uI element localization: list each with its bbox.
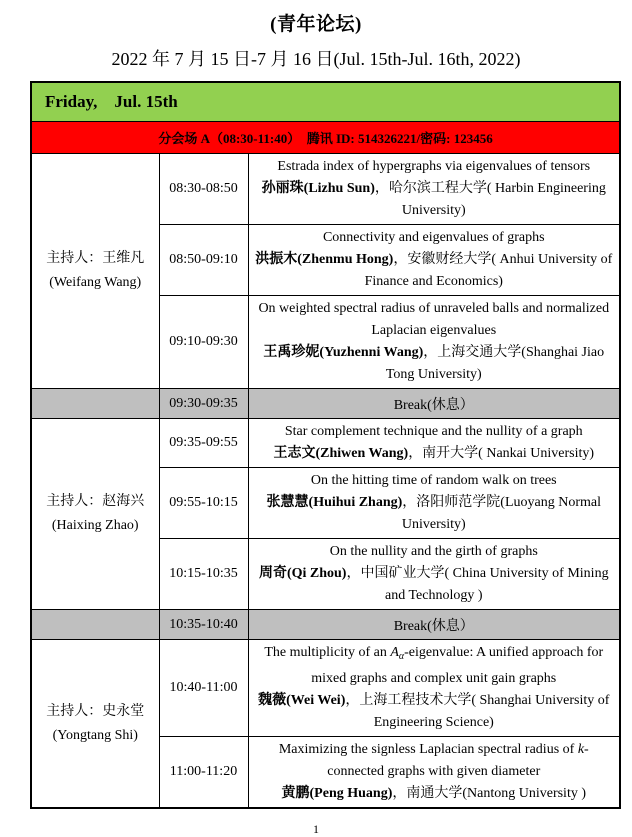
title-segment: Estrada index of hypergraphs via eigenvalues of tensors (277, 159, 591, 174)
chair-name-cn: 主持人：王维凡 (46, 251, 145, 266)
talk-time-cell: 10:40-11:00 (159, 640, 248, 737)
talk-time-cell: 08:30-08:50 (159, 154, 248, 225)
talk-title (255, 470, 614, 492)
chair-name-en: (Yongtang Shi) (52, 727, 138, 743)
speaker-affiliation: ，安徽财经大学( Anhui University of Finance and Economics) (364, 252, 613, 289)
doc-title: (青年论坛) (270, 14, 362, 35)
talk-content-cell (248, 419, 620, 468)
speaker-line (255, 342, 614, 386)
speaker-line (255, 563, 614, 607)
speaker-affiliation: ，南通大学(Nantong University ) (392, 786, 587, 801)
talk-content-cell (248, 640, 620, 737)
speaker-line (255, 178, 614, 222)
talk-title (255, 156, 614, 178)
talk-time-cell: 08:50-09:10 (159, 225, 248, 296)
title-segment: On weighted spectral radius of unraveled balls and normalized Laplacian eigenvalues (258, 301, 610, 338)
chair-name-cn: 主持人：赵海兴 (46, 494, 145, 509)
break-time-cell: 09:30-09:35 (159, 389, 248, 419)
chair-name-cn: 主持人：史永堂 (46, 703, 145, 719)
speaker-name: 孙丽珠(Lizhu Sun) (261, 181, 375, 196)
talk-row (31, 154, 620, 225)
day-header-row (31, 82, 620, 122)
chair-cell (31, 640, 159, 809)
day-header: Friday, Jul. 15th (31, 82, 620, 122)
break-label-cell: Break(休息） (248, 389, 620, 419)
speaker-name: 王禹珍妮(Yuzhenni Wang) (263, 345, 424, 360)
title-segment: A (390, 645, 399, 660)
speaker-affiliation: ，哈尔滨工程大学( Harbin Engineering University) (374, 181, 606, 218)
chair-name-en: (Weifang Wang) (49, 275, 142, 290)
talk-content-cell (248, 296, 620, 389)
break-time-cell: 10:35-10:40 (159, 610, 248, 640)
break-empty-cell (31, 389, 159, 419)
speaker-line (255, 690, 614, 734)
speaker-affiliation: ，上海交通大学(Shanghai Jiao Tong University) (385, 345, 605, 382)
talk-time-cell: 09:10-09:30 (159, 296, 248, 389)
chair-cell (31, 419, 159, 610)
speaker-affiliation: ，中国矿业大学( China University of Mining and Technology ) (346, 566, 609, 603)
talk-title (255, 227, 614, 249)
session-header-row (31, 122, 620, 154)
talk-content-cell (248, 154, 620, 225)
talk-row (31, 419, 620, 468)
title-segment: k (577, 742, 585, 757)
talk-content-cell (248, 539, 620, 610)
title-segment: -eigenvalue: A unified approach for mixed graphs and complex unit gain graphs (311, 645, 604, 686)
talk-time-cell: 09:35-09:55 (159, 419, 248, 468)
speaker-line (255, 492, 614, 536)
speaker-name: 张慧慧(Huihui Zhang) (266, 495, 403, 510)
speaker-affiliation: ，南开大学( Nankai University) (408, 446, 595, 461)
doc-date: 2022 年 7 月 15 日-7 月 16 日(Jul. 15th-Jul. 16th, 2022) (111, 49, 521, 69)
talk-title (255, 739, 614, 783)
break-empty-cell (31, 610, 159, 640)
talk-time-cell: 11:00-11:20 (159, 737, 248, 809)
speaker-name: 魏薇(Wei Wei) (258, 693, 346, 708)
talk-title (255, 541, 614, 563)
break-label-cell: Break(休息） (248, 610, 620, 640)
title-segment: α (398, 651, 405, 662)
speaker-line (255, 249, 614, 293)
talk-content-cell (248, 225, 620, 296)
talk-row (31, 640, 620, 737)
talk-title (255, 642, 614, 690)
title-segment: Star complement technique and the nullity of a graph (284, 424, 583, 439)
speaker-affiliation: ，洛阳师范学院(Luoyang Normal University) (401, 495, 601, 532)
title-segment: On the nullity and the girth of graphs (329, 544, 538, 559)
talk-content-cell (248, 737, 620, 809)
title-segment: Maximizing the signless Laplacian spectral radius of (278, 742, 578, 757)
title-segment: Connectivity and eigenvalues of graphs (322, 230, 545, 245)
schedule-table (30, 81, 621, 809)
title-segment: The multiplicity of an (264, 645, 391, 660)
page-number: 1 (313, 822, 319, 836)
speaker-name: 王志文(Zhiwen Wang) (273, 446, 409, 461)
talk-content-cell (248, 468, 620, 539)
talk-title (255, 298, 614, 342)
title-segment: -connected graphs with given diameter (327, 742, 589, 779)
break-row (31, 389, 620, 419)
talk-time-cell: 10:15-10:35 (159, 539, 248, 610)
title-segment: On the hitting time of random walk on trees (310, 473, 557, 488)
chair-cell (31, 154, 159, 389)
chair-name-en: (Haixing Zhao) (51, 518, 139, 533)
session-header: 分会场 A（08:30-11:40） 腾讯 ID: 514326221/密码: 123456 (31, 122, 620, 154)
talk-title (255, 421, 614, 443)
speaker-name: 黄鹏(Peng Huang) (281, 786, 393, 801)
speaker-name: 周奇(Qi Zhou) (258, 566, 347, 581)
break-row (31, 610, 620, 640)
speaker-line (255, 443, 614, 465)
speaker-line (255, 783, 614, 805)
speaker-affiliation: ，上海工程技术大学( Shanghai University of Engineering Science) (345, 693, 610, 730)
talk-time-cell: 09:55-10:15 (159, 468, 248, 539)
speaker-name: 洪振木(Zhenmu Hong) (255, 252, 394, 267)
